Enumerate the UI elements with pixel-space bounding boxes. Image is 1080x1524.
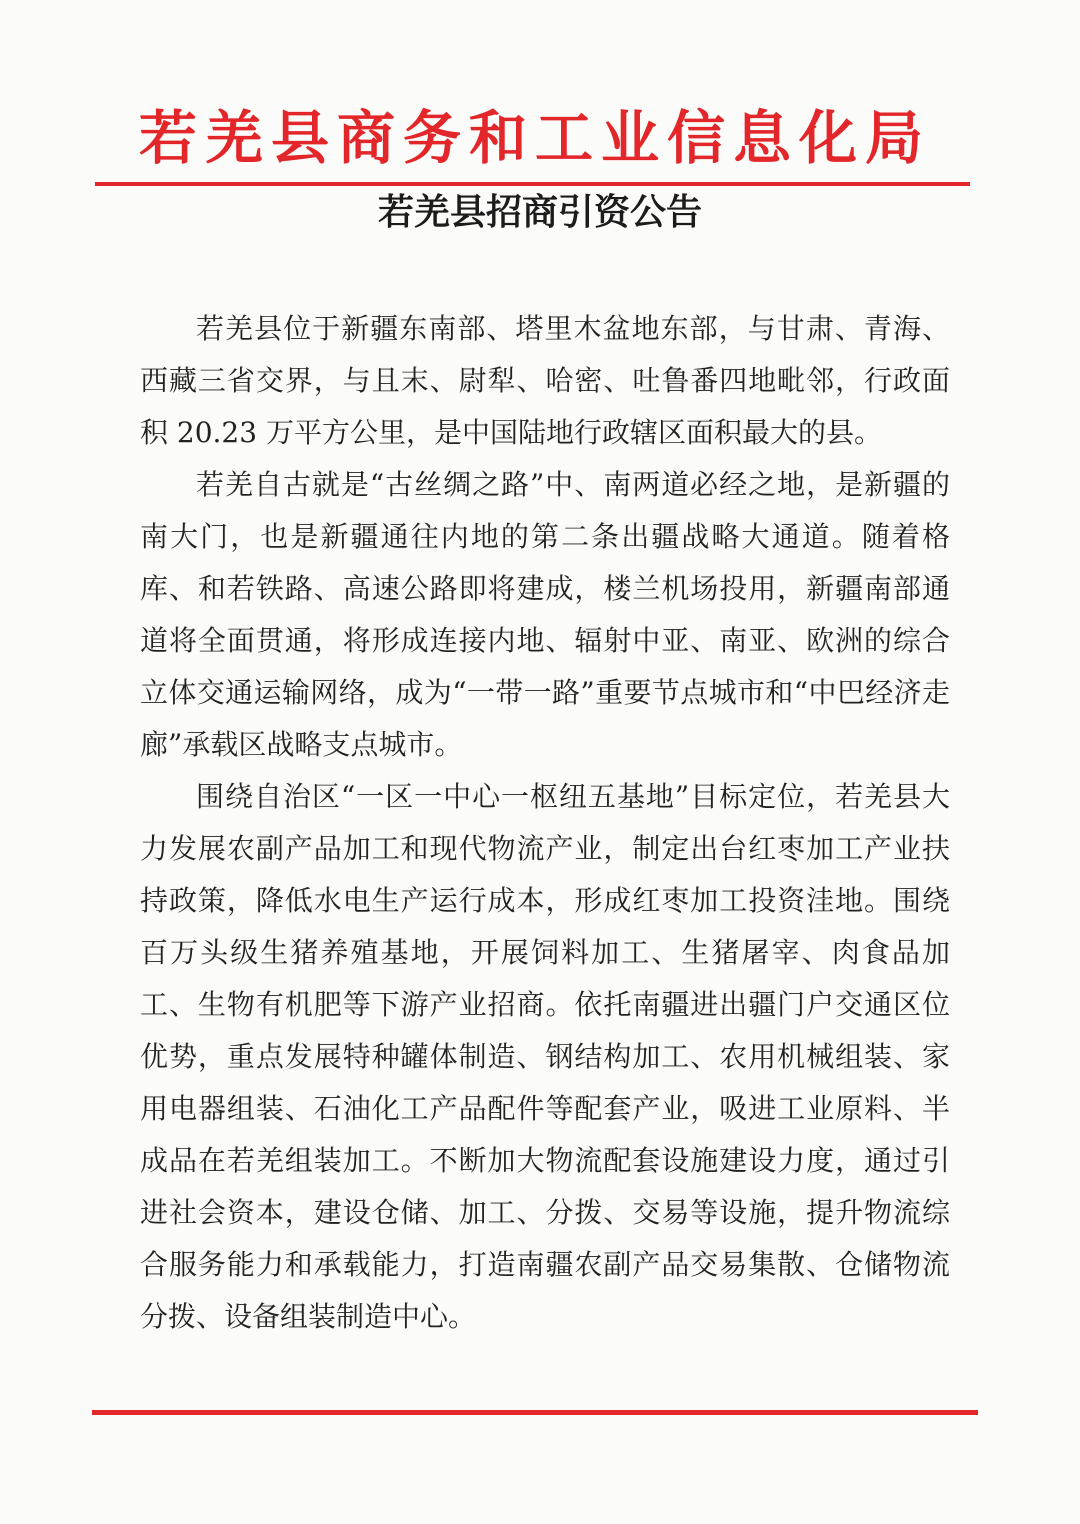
paragraph-transport: 若羌自古就是“古丝绸之路”中、南两道必经之地，是新疆的南大门，也是新疆通往内地的第二条出疆战略大通道。随着格库、和若铁路、高速公路即将建成，楼兰机场投用，新疆南部通道将全面贯通，将形成连接内地、辐射中亚、南亚、欧洲的综合立体交通运输网络，成为“一带一路”重要节点城市和“中巴经济走廊”承载区战略支点城市。 <box>140 468 950 761</box>
footer-divider <box>92 1410 978 1415</box>
notice-body <box>140 303 950 1343</box>
notice-title: 若羌县招商引资公告 <box>377 191 702 233</box>
paragraph-industry: 围绕自治区“一区一中心一枢纽五基地”目标定位，若羌县大力发展农副产品加工和现代物流产业，制定出台红枣加工产业扶持政策，降低水电生产运行成本，形成红枣加工投资洼地。围绕百万头级生猪养殖基地，开展饲料加工、生猪屠宰、肉食品加工、生物有机肥等下游产业招商。依托南疆进出疆门户交通区位优势，重点发展特种罐体制造、钢结构加工、农用机械组装、家用电器组装、石油化工产品配件等配套产业，吸进工业原料、半成品在若羌组装加工。不断加大物流配套设施建设力度，通过引进社会资本，建设仓储、加工、分拨、交易等设施，提升物流综合服务能力和承载能力，打造南疆农副产品交易集散、仓储物流分拨、设备组装制造中心。 <box>140 780 950 1333</box>
paragraph-location: 若羌县位于新疆东南部、塔里木盆地东部，与甘肃、青海、西藏三省交界，与且末、尉犁、哈密、吐鲁番四地毗邻，行政面积 20.23 万平方公里，是中国陆地行政辖区面积最大的县。 <box>140 312 950 449</box>
letterhead-organization: 若羌县商务和工业信息化局 <box>138 104 931 172</box>
